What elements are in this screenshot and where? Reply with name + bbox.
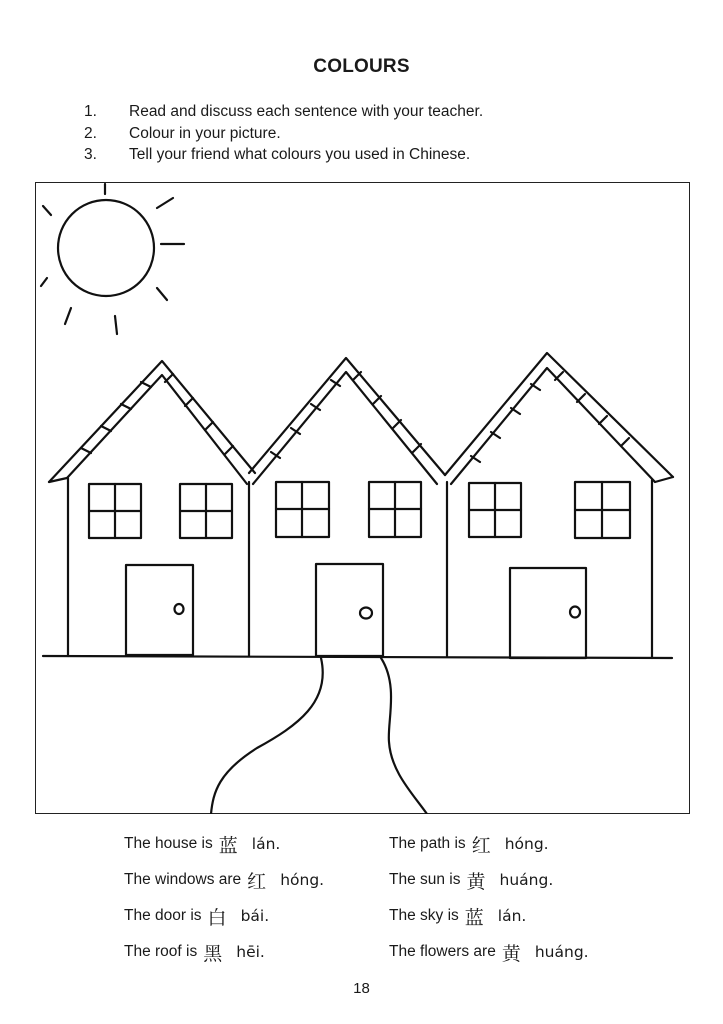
sentence-column-left xyxy=(124,826,324,970)
pinyin: huáng. xyxy=(499,871,554,889)
instruction-item xyxy=(84,101,644,123)
chinese-character: 蓝 xyxy=(218,834,238,857)
instruction-number: 3. xyxy=(84,146,97,163)
colour-sentence xyxy=(124,862,324,898)
sentence-text: The flowers are xyxy=(389,943,496,960)
roof xyxy=(49,361,255,484)
instruction-text: Read and discuss each sentence with your teacher. xyxy=(129,103,484,120)
pinyin: bái. xyxy=(240,907,270,925)
window xyxy=(89,484,141,538)
sun-ray xyxy=(157,198,173,208)
instruction-text: Colour in your picture. xyxy=(129,124,281,142)
ground-line xyxy=(43,656,672,658)
door xyxy=(510,568,586,658)
sun-ray xyxy=(65,308,71,324)
colouring-picture xyxy=(35,182,690,814)
pinyin: hóng. xyxy=(504,835,549,853)
sentence-text: The door is xyxy=(124,907,202,924)
sun-ray xyxy=(157,288,167,300)
colour-sentence xyxy=(389,934,589,970)
sun-ray xyxy=(43,206,51,215)
chinese-character: 白 xyxy=(207,906,227,929)
window xyxy=(369,482,421,537)
instruction-text: Tell your friend what colours you used in Chinese. xyxy=(129,146,471,163)
page-title: COLOURS xyxy=(313,56,410,77)
instruction-item xyxy=(84,123,644,145)
pinyin: hóng. xyxy=(280,871,325,889)
sentence-text: The sun is xyxy=(389,871,461,888)
roof xyxy=(249,358,445,484)
pinyin: lán. xyxy=(497,907,527,925)
chinese-character: 红 xyxy=(471,834,491,857)
sentence-text: The sky is xyxy=(389,907,459,924)
chinese-character: 红 xyxy=(247,870,267,893)
window xyxy=(575,482,630,538)
colour-sentence xyxy=(389,898,589,934)
path xyxy=(211,658,427,814)
window xyxy=(276,482,329,537)
sentence-text: The path is xyxy=(389,835,466,852)
instruction-list xyxy=(84,101,644,166)
door xyxy=(126,565,193,655)
colour-sentence xyxy=(124,826,324,862)
pinyin: lán. xyxy=(251,835,281,853)
instruction-number: 2. xyxy=(84,124,97,142)
colour-sentence xyxy=(389,862,589,898)
chinese-character: 黑 xyxy=(203,942,223,965)
house xyxy=(249,358,447,656)
house xyxy=(445,353,673,658)
window xyxy=(469,483,521,537)
colour-sentence xyxy=(124,934,324,970)
sentence-text: The windows are xyxy=(124,871,242,888)
sentence-text: The house is xyxy=(124,835,213,852)
sun-ray xyxy=(115,316,117,334)
colour-sentence xyxy=(389,826,589,862)
door xyxy=(316,564,383,656)
sentence-column-right xyxy=(389,826,589,970)
sun-ray xyxy=(41,278,47,286)
colour-sentence xyxy=(124,898,324,934)
window xyxy=(180,484,232,538)
page-number: 18 xyxy=(353,980,370,997)
sun xyxy=(41,184,184,334)
instruction-item xyxy=(84,144,644,166)
colouring-picture-frame xyxy=(35,182,690,814)
pinyin: huáng. xyxy=(534,943,589,961)
pinyin: hēi. xyxy=(236,943,265,961)
sentence-text: The roof is xyxy=(124,943,198,960)
chinese-character: 黄 xyxy=(466,870,486,893)
instruction-number: 1. xyxy=(84,103,97,120)
chinese-character: 黄 xyxy=(501,942,521,965)
chinese-character: 蓝 xyxy=(464,906,484,929)
sun-disc xyxy=(58,200,154,296)
roof xyxy=(445,353,673,484)
house xyxy=(49,361,255,656)
